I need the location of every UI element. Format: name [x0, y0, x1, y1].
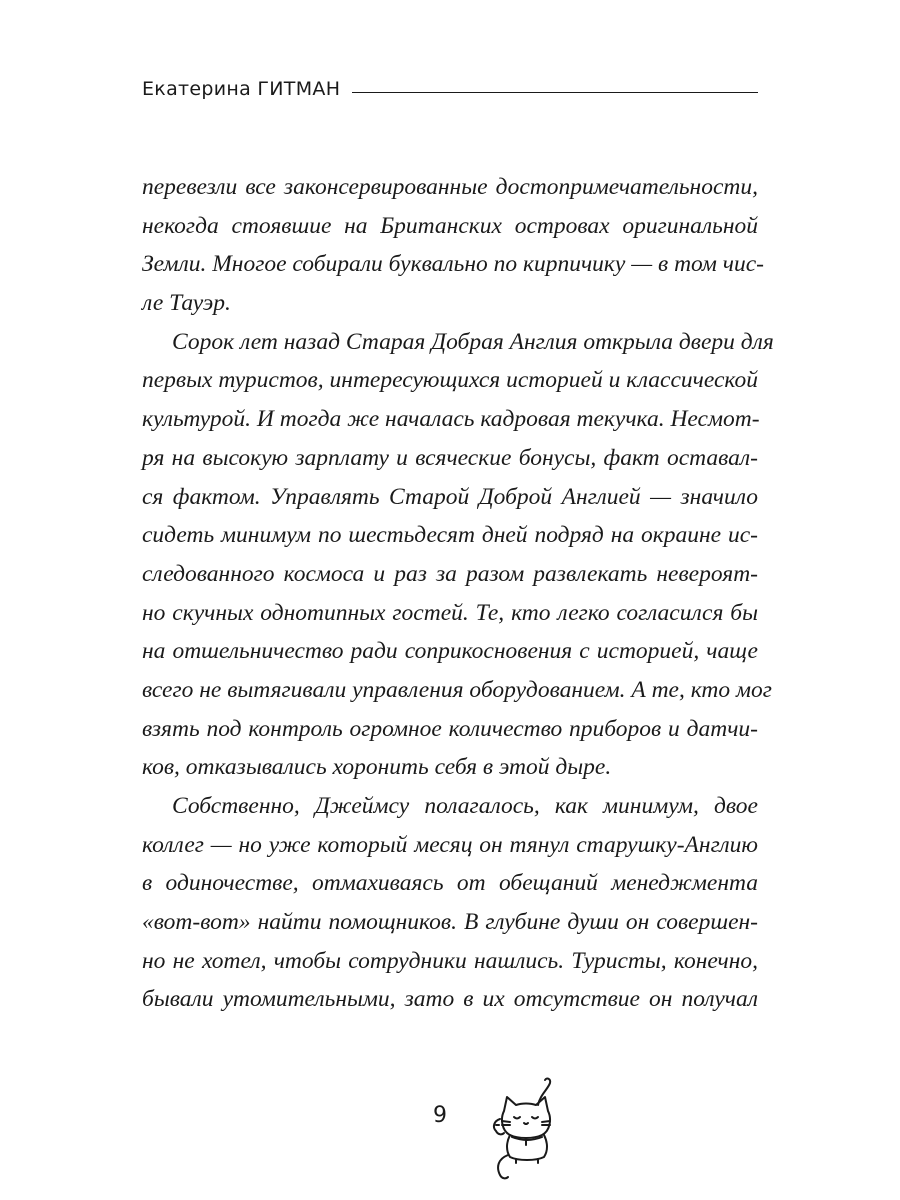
text-line: «вот-вот» найти помощников. В глубине души он совершен- — [142, 909, 758, 936]
text-line: Собственно, Джеймсу полагалось, как минимум, двое — [172, 793, 758, 819]
text-line: взять под контроль огромное количество приборов и датчи- — [142, 715, 758, 742]
text-line: но не хотел, чтобы сотрудники нашлись. Туристы, конечно, — [142, 947, 758, 974]
author-name: Екатерина ГИТМАН — [142, 78, 341, 100]
page-number: 9 — [433, 1103, 447, 1128]
text-line: Сорок лет назад Старая Добрая Англия открыла двери для — [172, 328, 774, 355]
text-line: некогда стоявшие на Британских островах оригинальной — [142, 212, 758, 239]
text-line: в одиночестве, отмахиваясь от обещаний менеджмента — [142, 870, 758, 897]
text-line: бывали утомительными, зато в их отсутствие он получал — [142, 986, 758, 1013]
text-line: на отшельничество ради соприкосновения с историей, чаще — [142, 638, 758, 665]
page-footer — [0, 1075, 900, 1185]
text-line: ся фактом. Управлять Старой Доброй Англией — значило — [142, 483, 758, 510]
text-line: первых туристов, интересующихся историей и классической — [142, 367, 758, 394]
text-line: Земли. Многое собирали буквально по кирпичику — в том чис- — [142, 251, 764, 278]
text-line: следованного космоса и раз за разом развлекать невероят- — [142, 560, 758, 587]
text-line: ле Тауэр. — [142, 290, 231, 317]
body-text — [142, 168, 774, 1019]
text-line: всего не вытягивали управления оборудованием. А те, кто мог — [142, 676, 772, 703]
text-line: культурой. И тогда же началась кадровая текучка. Несмот- — [142, 406, 760, 433]
text-line: перевезли все законсервированные достопримечательности, — [142, 174, 758, 200]
running-header — [142, 74, 758, 104]
text-line: но скучных однотипных гостей. Те, кто легко согласился бы — [142, 599, 758, 626]
lucky-cat-icon — [490, 1075, 564, 1185]
text-line: коллег — но уже который месяц он тянул старушку-Англию — [142, 831, 758, 858]
header-rule — [352, 92, 758, 93]
text-line: ков, отказывались хоронить себя в этой дыре. — [142, 754, 612, 781]
text-line: ря на высокую зарплату и всяческие бонусы, факт оставал- — [142, 444, 758, 471]
text-line: сидеть минимум по шестьдесят дней подряд на окраине ис- — [142, 522, 758, 549]
